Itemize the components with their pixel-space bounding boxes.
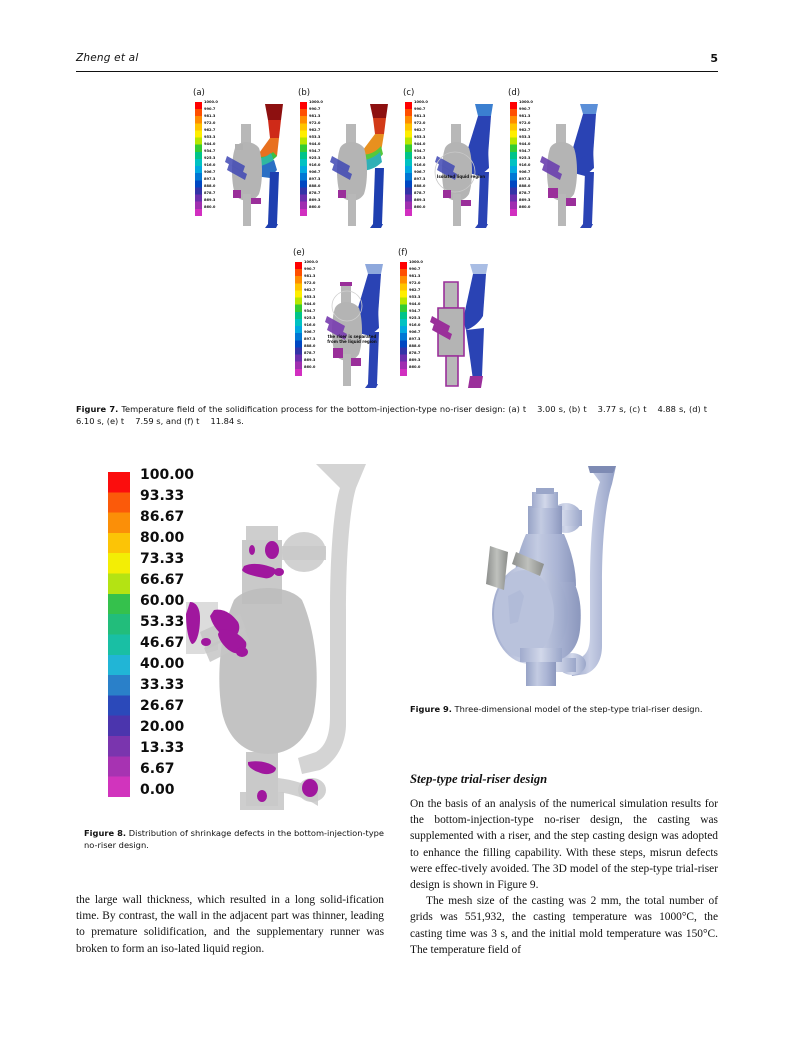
panel-label-f: (f) xyxy=(398,248,408,258)
tick: 953.3 xyxy=(304,295,316,299)
tick: 962.7 xyxy=(519,128,531,132)
header-divider xyxy=(76,71,718,72)
tick: 944.0 xyxy=(519,142,531,146)
tick: 73.33 xyxy=(140,551,185,567)
section-heading-step-type-trial-riser-design: Step-type trial-riser design xyxy=(410,772,548,786)
casting-section-a xyxy=(221,98,287,230)
tick: 934.7 xyxy=(409,309,421,313)
tick: 934.7 xyxy=(204,149,216,153)
tick: 981.3 xyxy=(204,114,216,118)
tick: 897.3 xyxy=(519,177,531,181)
tick: 972.0 xyxy=(519,121,531,125)
tick: 990.7 xyxy=(304,267,316,271)
tick: 934.7 xyxy=(414,149,426,153)
figure-9-image xyxy=(420,462,710,690)
tick: 13.33 xyxy=(140,740,185,756)
tick: 860.0 xyxy=(309,205,321,209)
tick: 80.00 xyxy=(140,530,185,546)
tick: 66.67 xyxy=(140,572,185,588)
tick: 981.3 xyxy=(414,114,426,118)
tick: 906.7 xyxy=(409,330,421,334)
tick: 26.67 xyxy=(140,698,185,714)
tick: 897.3 xyxy=(309,177,321,181)
tick: 860.0 xyxy=(409,365,421,369)
panel-label-d: (d) xyxy=(508,88,521,98)
tick: 972.0 xyxy=(204,121,216,125)
colorbar-f xyxy=(400,262,407,376)
figure-9-caption-text: Three-dimensional model of the step-type trial-riser design. xyxy=(454,704,703,714)
tick: 962.7 xyxy=(409,288,421,292)
tick: 869.3 xyxy=(519,198,531,202)
tick: 888.0 xyxy=(414,184,426,188)
tick: 46.67 xyxy=(140,635,185,651)
panel-label-a: (a) xyxy=(193,88,205,98)
tick: 981.3 xyxy=(309,114,321,118)
right-column-paragraph-1: On the basis of an analysis of the numerical simulation results for the bottom-injection-type no-riser design, the casting was supplemented with a riser, and the step casting design was adopted to enhance the filling capability. With these steps, misrun defects were effec-tively avoided. The 3D model of the step-type trial-riser design is shown in Figure 9. xyxy=(410,798,718,892)
body-text-left-column xyxy=(76,892,384,957)
annotation-isolated-liquid-region: Isolated liquid region xyxy=(436,174,486,179)
figure-7-caption-part-1: Temperature field of the solidification process for the bottom-injection-type no-riser design: (a) t xyxy=(121,404,527,414)
colorbar-c xyxy=(405,102,412,216)
tick: 962.7 xyxy=(304,288,316,292)
tick: 897.3 xyxy=(409,337,421,341)
running-head-authors: Zheng et al xyxy=(76,52,139,64)
tick: 934.7 xyxy=(309,149,321,153)
tick: 1000.0 xyxy=(414,100,428,104)
tick: 60.00 xyxy=(140,593,185,609)
figure-7-panel-b xyxy=(290,88,395,236)
tick: 934.7 xyxy=(519,149,531,153)
tick: 20.00 xyxy=(140,719,185,735)
tick: 990.7 xyxy=(414,107,426,111)
tick: 878.7 xyxy=(519,191,531,195)
figure-7-panel-c xyxy=(395,88,500,236)
tick: 990.7 xyxy=(204,107,216,111)
figure-7-caption-part-3: 3.77 s, (c) t xyxy=(597,404,647,414)
tick: 888.0 xyxy=(309,184,321,188)
tick: 906.7 xyxy=(204,170,216,174)
casting-section-e xyxy=(321,258,387,390)
tick: 878.7 xyxy=(309,191,321,195)
tick: 860.0 xyxy=(519,205,531,209)
panel-label-b: (b) xyxy=(298,88,311,98)
tick: 897.3 xyxy=(304,337,316,341)
shrinkage-defect-model xyxy=(184,462,384,814)
tick: 869.3 xyxy=(304,358,316,362)
panel-label-c: (c) xyxy=(403,88,415,98)
body-text-right-column xyxy=(410,772,718,958)
tick: 990.7 xyxy=(409,267,421,271)
tick: 962.7 xyxy=(309,128,321,132)
tick: 869.3 xyxy=(309,198,321,202)
tick: 972.0 xyxy=(414,121,426,125)
tick: 981.3 xyxy=(519,114,531,118)
tick: 944.0 xyxy=(304,302,316,306)
figure-7-panel-a xyxy=(185,88,290,236)
tick: 944.0 xyxy=(309,142,321,146)
tick: 944.0 xyxy=(204,142,216,146)
tick: 878.7 xyxy=(304,351,316,355)
tick: 1000.0 xyxy=(309,100,323,104)
tick: 6.67 xyxy=(140,761,175,777)
tick: 1000.0 xyxy=(519,100,533,104)
tick: 53.33 xyxy=(140,614,185,630)
figure-7-panel-e xyxy=(285,248,390,396)
figure-9-caption-label: Figure 9. xyxy=(410,704,452,714)
tick: 916.0 xyxy=(309,163,321,167)
tick: 1000.0 xyxy=(204,100,218,104)
left-column-paragraph-1: the large wall thickness, which resulted in a long solid-ification time. By contrast, the wall in the adjacent part was thinner, leading to premature solidification, and the supplementary runner was broken to form an iso-lated liquid region. xyxy=(76,894,384,955)
tick: 916.0 xyxy=(204,163,216,167)
tick: 1000.0 xyxy=(304,260,318,264)
figure-7-row-2 xyxy=(285,248,495,396)
tick: 916.0 xyxy=(519,163,531,167)
tick: 878.7 xyxy=(204,191,216,195)
figure-7-caption-part-5: 6.10 s, (e) t xyxy=(76,416,125,427)
tick: 888.0 xyxy=(519,184,531,188)
tick: 925.3 xyxy=(414,156,426,160)
figure-8-caption-text: Distribution of shrinkage defects in the bottom-injection-type no-riser design. xyxy=(84,828,384,851)
tick: 33.33 xyxy=(140,677,185,693)
tick: 1000.0 xyxy=(409,260,423,264)
figure-7-row-1 xyxy=(185,88,605,236)
tick: 953.3 xyxy=(309,135,321,139)
tick: 934.7 xyxy=(304,309,316,313)
figure-7-caption-part-6: 7.59 s, and (f) t xyxy=(135,416,200,427)
tick: 925.3 xyxy=(204,156,216,160)
tick: 888.0 xyxy=(204,184,216,188)
tick: 981.3 xyxy=(409,274,421,278)
figure-8-colorbar xyxy=(108,472,130,797)
casting-section-c xyxy=(431,98,497,230)
3d-model-step-type-trial-riser xyxy=(420,462,710,690)
tick: 0.00 xyxy=(140,782,175,798)
figure-7-caption-part-2: 3.00 s, (b) t xyxy=(537,404,587,414)
tick: 888.0 xyxy=(304,344,316,348)
tick: 906.7 xyxy=(304,330,316,334)
tick: 860.0 xyxy=(304,365,316,369)
figure-8-caption xyxy=(84,827,384,851)
colorbar-b xyxy=(300,102,307,216)
figure-7-caption-part-7: 11.84 s. xyxy=(210,416,244,427)
tick: 878.7 xyxy=(414,191,426,195)
right-column-paragraph-2: The mesh size of the casting was 2 mm, the total number of grids was 551,932, the casting temperature was 1000°C, the casting time was 3 s, and the initial mold temperature was 150°C. The temperature field of xyxy=(410,895,718,956)
tick: 100.00 xyxy=(140,467,195,483)
figure-8-image xyxy=(86,462,386,817)
casting-section-b xyxy=(326,98,392,230)
tick: 888.0 xyxy=(409,344,421,348)
tick: 953.3 xyxy=(409,295,421,299)
tick: 972.0 xyxy=(409,281,421,285)
figure-7-caption-label: Figure 7. xyxy=(76,404,119,414)
tick: 953.3 xyxy=(519,135,531,139)
tick: 981.3 xyxy=(304,274,316,278)
tick: 906.7 xyxy=(519,170,531,174)
figure-8-caption-label: Figure 8. xyxy=(84,828,127,838)
tick: 916.0 xyxy=(304,323,316,327)
colorbar-a xyxy=(195,102,202,216)
tick: 925.3 xyxy=(309,156,321,160)
tick: 906.7 xyxy=(309,170,321,174)
tick: 869.3 xyxy=(204,198,216,202)
tick: 925.3 xyxy=(409,316,421,320)
tick: 93.33 xyxy=(140,488,185,504)
casting-section-d xyxy=(536,98,602,230)
tick: 990.7 xyxy=(519,107,531,111)
tick: 953.3 xyxy=(204,135,216,139)
tick: 860.0 xyxy=(204,205,216,209)
tick: 962.7 xyxy=(414,128,426,132)
tick: 953.3 xyxy=(414,135,426,139)
tick: 869.3 xyxy=(409,358,421,362)
figure-9-caption xyxy=(410,703,718,715)
tick: 897.3 xyxy=(204,177,216,181)
figure-7-image xyxy=(185,88,605,398)
tick: 972.0 xyxy=(309,121,321,125)
figure-7-caption xyxy=(76,403,718,427)
tick: 916.0 xyxy=(409,323,421,327)
tick: 869.3 xyxy=(414,198,426,202)
tick: 962.7 xyxy=(204,128,216,132)
tick: 944.0 xyxy=(409,302,421,306)
tick: 860.0 xyxy=(414,205,426,209)
panel-label-e: (e) xyxy=(293,248,305,258)
tick: 916.0 xyxy=(414,163,426,167)
tick: 990.7 xyxy=(309,107,321,111)
page-number: 5 xyxy=(710,52,718,65)
colorbar-d xyxy=(510,102,517,216)
figure-7-panel-d xyxy=(500,88,605,236)
tick: 40.00 xyxy=(140,656,185,672)
tick: 878.7 xyxy=(409,351,421,355)
tick: 944.0 xyxy=(414,142,426,146)
annotation-riser-separated: the riser is separated from the liquid region xyxy=(327,334,377,344)
colorbar-e xyxy=(295,262,302,376)
running-head xyxy=(76,52,718,74)
tick: 972.0 xyxy=(304,281,316,285)
casting-section-f xyxy=(426,258,492,390)
tick: 925.3 xyxy=(519,156,531,160)
figure-7-caption-part-4: 4.88 s, (d) t xyxy=(657,404,708,414)
tick: 925.3 xyxy=(304,316,316,320)
tick: 897.3 xyxy=(414,177,426,181)
tick: 86.67 xyxy=(140,509,185,525)
tick: 906.7 xyxy=(414,170,426,174)
figure-7-panel-f xyxy=(390,248,495,396)
